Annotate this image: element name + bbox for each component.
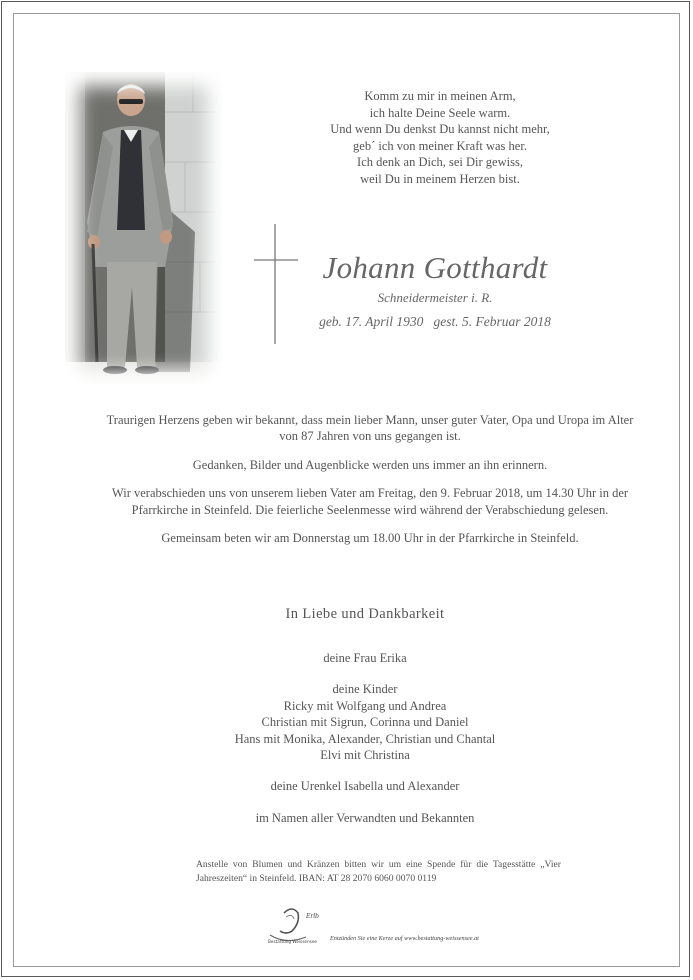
children-heading: deine Kinder bbox=[332, 682, 398, 697]
children-group bbox=[160, 681, 570, 763]
paragraph: Gemeinsam beten wir am Donnerstag um 18.00 Uhr in der Pfarrkirche in Steinfeld. bbox=[161, 531, 579, 546]
life-dates: geb. 17. April 1930 gest. 5. Februar 2018 bbox=[319, 314, 551, 329]
donation-request: Anstelle von Blumen und Kränzen bitten wir um eine Spende für die Tagesstätte „Vier Jahreszeiten“ in Steinfeld. IBAN: AT 28 2070 6060 0070 0119 bbox=[196, 859, 561, 884]
poem bbox=[300, 88, 580, 188]
child-entry: Christian mit Sigrun, Corinna und Daniel bbox=[261, 715, 469, 730]
profession: Schneidermeister i. R. bbox=[377, 290, 493, 305]
paragraph: Gedanken, Bilder und Augenblicke werden uns immer an ihn erinnern. bbox=[192, 457, 548, 472]
paragraph: Traurigen Herzens geben wir bekannt, dass mein lieber Mann, unser guter Vater, Opa und Uropa im Alter von 87 Jahren von uns gegangen ist. bbox=[106, 413, 634, 444]
logo-text-bottom: Bestattung Weissensee bbox=[268, 939, 317, 944]
poem-line: Komm zu mir in meinen Arm, bbox=[364, 89, 516, 103]
closing-phrase: In Liebe und Dankbarkeit bbox=[285, 606, 445, 622]
family-list bbox=[160, 650, 570, 841]
poem-line: Ich denk an Dich, sei Dir gewiss, bbox=[357, 155, 523, 170]
child-entry: Elvi mit Christina bbox=[320, 748, 410, 763]
relatives: im Namen aller Verwandten und Bekannten bbox=[255, 810, 475, 825]
logo-text-top: Erlb bbox=[306, 913, 320, 920]
poem-line: weil Du in meinem Herzen bist. bbox=[360, 171, 520, 186]
cross-icon bbox=[254, 224, 300, 344]
poem-line: Und wenn Du denkst Du kannst nicht mehr, bbox=[330, 122, 550, 137]
poem-line: geb´ ich von meiner Kraft was her. bbox=[353, 138, 527, 153]
candle-link-text[interactable]: Entzünden Sie eine Kerze auf www.bestattung-weissensee.at bbox=[330, 935, 479, 942]
child-entry: Ricky mit Wolfgang und Andrea bbox=[283, 698, 447, 713]
paragraph: Wir verabschieden uns von unserem lieben Vater am Freitag, den 9. Februar 2018, um 14.30 Uhr in der Pfarrkirche in Steinfeld. Die feierliche Seelenmesse wird während der Verabschiedung gelesen. bbox=[111, 486, 629, 517]
poem-line: ich halte Deine Seele warm. bbox=[369, 105, 511, 120]
footer bbox=[266, 905, 546, 945]
funeral-home-logo bbox=[266, 905, 330, 945]
great-grandchildren: deine Urenkel Isabella und Alexander bbox=[270, 779, 460, 794]
child-entry: Hans mit Monika, Alexander, Christian und Chantal bbox=[234, 731, 496, 746]
deceased-name: Johann Gotthardt bbox=[322, 250, 548, 285]
announcement-text bbox=[105, 412, 635, 558]
portrait-photo bbox=[65, 72, 222, 385]
wife: deine Frau Erika bbox=[323, 651, 407, 665]
